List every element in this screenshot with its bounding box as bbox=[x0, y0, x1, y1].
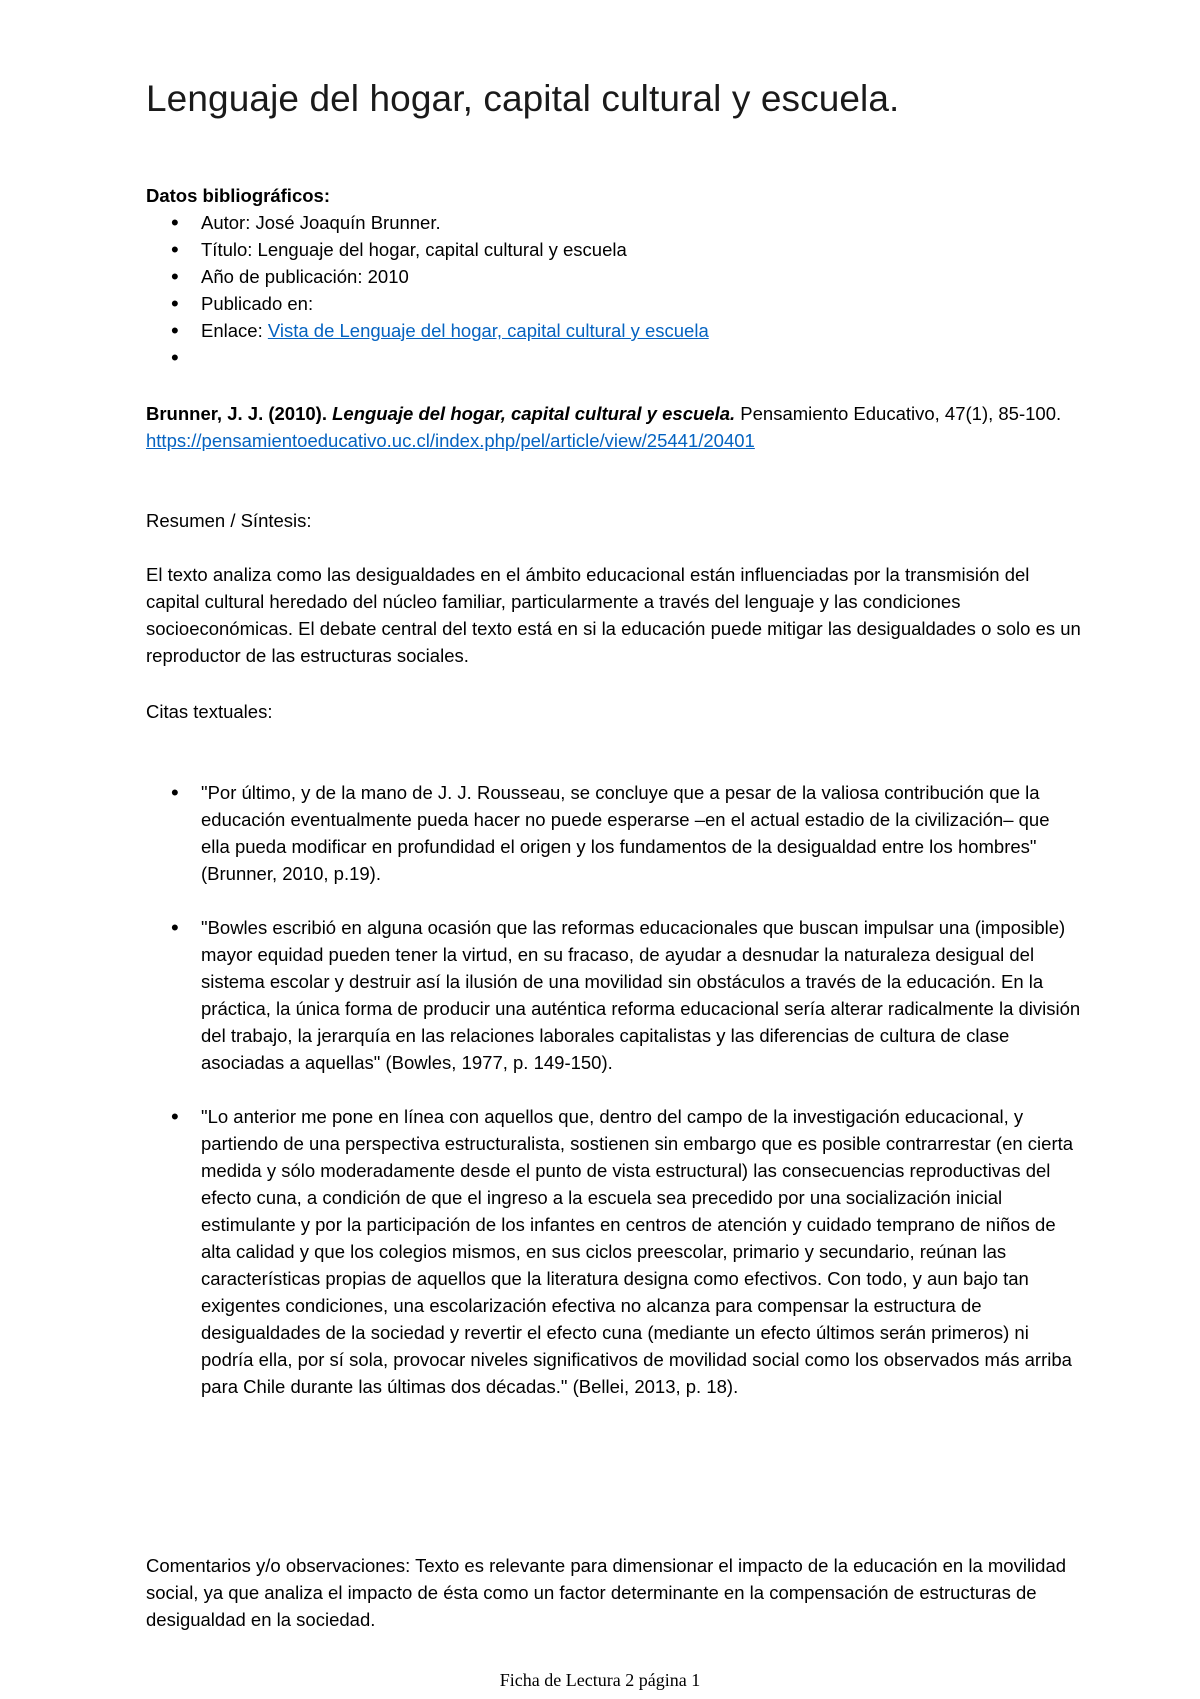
list-item bbox=[146, 290, 1066, 317]
biblio-link-prefix: Enlace: bbox=[201, 320, 268, 341]
citas-label: Citas textuales: bbox=[146, 701, 273, 722]
citas-list bbox=[146, 779, 1081, 1427]
list-item bbox=[146, 317, 1066, 344]
reference-title: Lenguaje del hogar, capital cultural y escuela. bbox=[332, 403, 736, 424]
reference bbox=[146, 400, 1076, 454]
page-title: Lenguaje del hogar, capital cultural y escuela. bbox=[146, 78, 900, 119]
list-item-empty bbox=[146, 344, 1066, 371]
cita-item: • "Bowles escribió en alguna ocasión que las reformas educacionales que buscan impulsar una (imposible) mayor equidad pueden tener la virtud, en su fracaso, de ayudar a desnudar la naturaleza desigual del sistema escolar y destruir así la ilusión de una movilidad sin obstáculos a través de la educación. En la práctica, la única forma de producir una auténtica reforma educacional sería alterar radicalmente la división del trabajo, la jerarquía en las relaciones laborales capitalistas y las diferencias de cultura de clase asociadas a aquellas" (Bowles, 1977, p. 149-150). bbox=[146, 914, 1081, 1076]
reference-url[interactable]: https://pensamientoeducativo.uc.cl/index.php/pel/article/view/25441/20401 bbox=[146, 430, 755, 451]
reference-source: Pensamiento Educativo, 47(1), 85-100. bbox=[735, 403, 1062, 424]
reference-authors: Brunner, J. J. (2010). bbox=[146, 403, 327, 424]
biblio-title: Título: Lenguaje del hogar, capital cultural y escuela bbox=[201, 239, 627, 260]
page-footer: Ficha de Lectura 2 página 1 bbox=[499, 1670, 701, 1690]
biblio-year: Año de publicación: 2010 bbox=[201, 266, 409, 287]
cita-item: • "Lo anterior me pone en línea con aquellos que, dentro del campo de la investigación educacional, y partiendo de una perspectiva estructuralista, sostienen sin embargo que es posible contrarrestar (en cierta medida y sólo moderadamente desde el punto de vista estructural) las consecuencias reproductivas del efecto cuna, a condición de que el ingreso a la escuela sea precedido por una socialización inicial estimulante y por la participación de los infantes en centros de atención y cuidado temprano de niños de alta calidad y que los colegios mismos, en sus ciclos preescolar, primario y secundario, reúnan las características propias de aquellos que la literatura designa como efectivos. Con todo, y aun bajo tan exigentes condiciones, una escolarización efectiva no alcanza para compensar la estructura de desigualdades de la sociedad y revertir el efecto cuna (mediante un efecto últimos serán primeros) ni podría ella, por sí sola, provocar niveles significativos de movilidad social como los observados más arriba para Chile durante las últimas dos décadas." (Bellei, 2013, p. 18). bbox=[146, 1103, 1081, 1400]
list-item bbox=[146, 236, 1066, 263]
resumen-text: El texto analiza como las desigualdades en el ámbito educacional están influenciadas por la transmisión del capital cultural heredado del núcleo familiar, particularmente a través del lenguaje y las condiciones socioeconómicas. El debate central del texto está en si la educación puede mitigar las desigualdades o solo es un reproductor de las estructuras sociales. bbox=[146, 564, 1081, 666]
biblio-author: Autor: José Joaquín Brunner. bbox=[201, 212, 441, 233]
biblio-link[interactable]: Vista de Lenguaje del hogar, capital cultural y escuela bbox=[267, 320, 709, 341]
biblio-label: Datos bibliográficos: bbox=[146, 185, 330, 206]
biblio-list bbox=[146, 209, 1066, 371]
cita-item: • "Por último, y de la mano de J. J. Rousseau, se concluye que a pesar de la valiosa contribución que la educación eventualmente pueda hacer no puede esperarse –en el actual estadio de la civilización– que ella pueda modificar en profundidad el origen y los fundamentos de la desigualdad entre los hombres" (Brunner, 2010, p.19). bbox=[146, 779, 1081, 887]
resumen-label: Resumen / Síntesis: bbox=[146, 510, 312, 531]
list-item bbox=[146, 209, 1066, 236]
comentarios-text: Comentarios y/o observaciones: Texto es relevante para dimensionar el impacto de la educación en la movilidad social, ya que analiza el impacto de ésta como un factor determinante en la compensación de estructuras de desigualdad en la sociedad. bbox=[146, 1555, 1067, 1630]
biblio-published-in: Publicado en: bbox=[201, 293, 314, 314]
list-item bbox=[146, 263, 1066, 290]
